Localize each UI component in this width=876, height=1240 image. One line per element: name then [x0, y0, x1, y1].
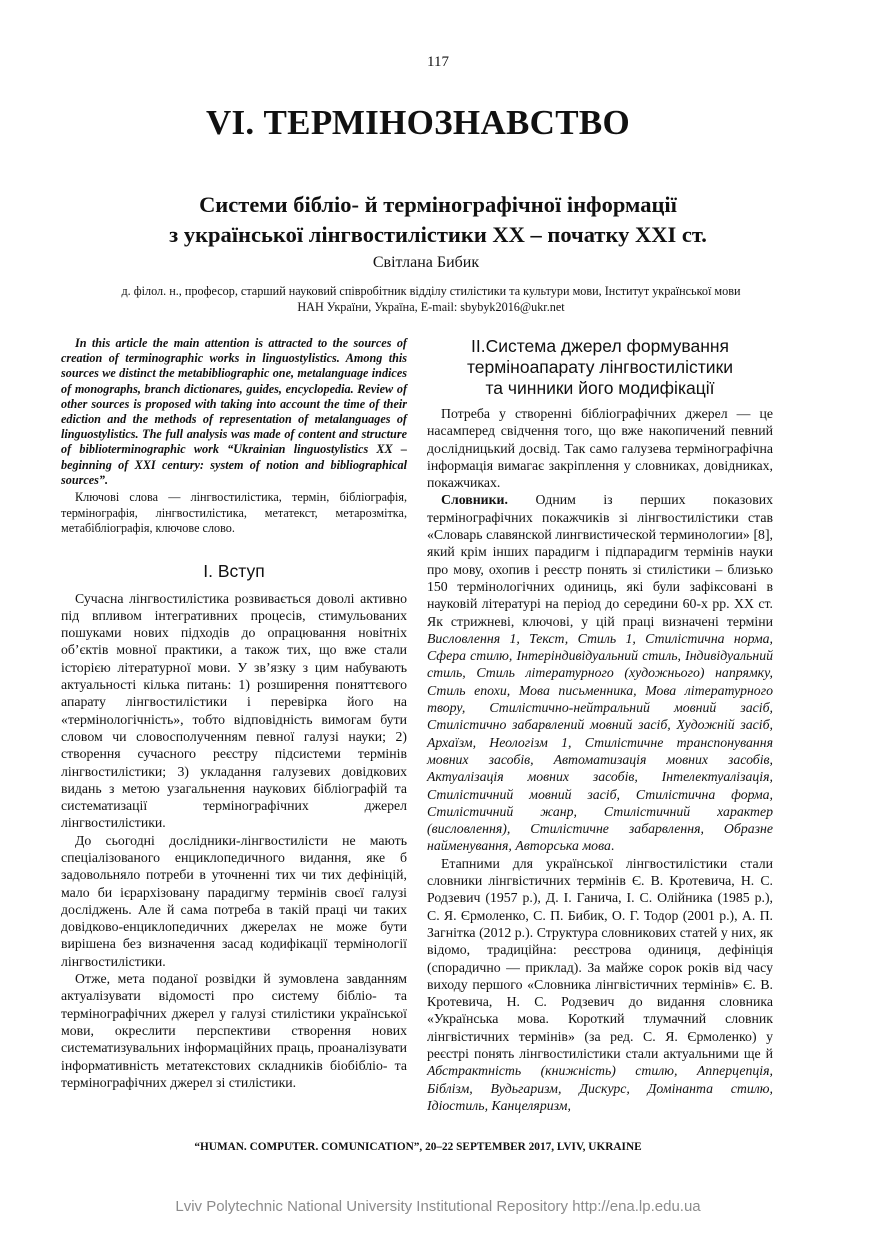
stages-text: Етапними для української лінгвостилістики стали словники лінгвістичних термінів Є. В. Кротевича, Н. С. Родзевич (1957 р.), Д. І. Ганича, І. С. Олійника (1985 р.), С. Я. Єрмоленко, С. П. Бибик, О. Г. Тодор (2001 р.), А. П. Загнітка (2012 р.). Структура словникових статей у них, як відомо, традиційна: реєстрова одиниця, дефініція (спорадично — приклад). За майже сорок років від часу виходу першого «Словника лінгвістичних термінів» Є. В. Кротевича, Н. С. Родзевич до видання словника «Українська мова. Короткий тлумачний словник лінгвістичних термінів» (за ред. С. Я. Єрмоленко) у реєстрі понять лінгвостилістики стали актуальними ще й: [427, 855, 773, 1061]
section-2-heading-line3: та чинники його модифікації: [485, 378, 715, 398]
dictionaries-text: Одним із перших показових термінографічних покажчиків зі лінгвостилістики став «Словарь славянской лингвистической терминологии» [8], який крім інших парадигм і підпарадигм термінів науки про мову, охопив і реєстр понять зі стилістики – близько 150 термінологічних одиниць, які були зафіксовані в науковій літературі на період до середини 60-х рр. ХХ ст. Як стрижневі, ключові, у цій праці визначені терміни: [427, 492, 773, 629]
dictionaries-terms: Висловлення 1, Текст, Стиль 1, Стилістична норма, Сфера стилю, Інтеріндивідуальний стиль, Індивідуальний стиль, Стиль літературного (художнього) напрямку, Стиль епохи, Мова письменника, Мова літературного твору, Стилістично-нейтральний мовний засіб, Стилістично забарвлений мовний засіб, Художній засіб, Архаїзм, Неологізм 1, Стилістичне транспонування мовних засобів, Автоматизація мовних засобів, Актуалізація мовних засобів, Інтелектуалізація, Стилістичний мовний засіб, Стилістична форма, Стилістичний жанр, Стилістичний характер (висловлення), Стилістичне забарвлення, Образне найменування, Авторська мова: [427, 630, 773, 854]
section-2-paragraph-1: Потреба у створенні бібліографічних джерел — це насамперед свідчення того, що вже накопичений певний дослідницький досвід. Так само галузева термінографічна інформація вимагає закріплення у словниках, довідниках, покажчиках.: [427, 406, 773, 491]
stages-terms: Абстрактність (книжність) стилю, Апперцепція, Біблізм, Вудьгаризм, Дискурс, Домінанта стилю, Ідіостиль, Канцеляризм,: [427, 1063, 773, 1113]
abstract: In this article the main attention is attracted to the sources of creation of terminographic works in linguostylistics. Among this sources we distinct the metabibliographic one, metalanguage indices of monographs, branch dictionares, guides, encyclopedia. Review of other sources is proposed with taking into account the time of their ediction and the methods of representation of metalanguages of linguostylistics. The full analysis was made of content and structure of biblioterminographic work “Ukrainian linguostylistics XX – beginning of XXI century: system of notion and bibliographical sources”.: [61, 336, 407, 487]
author-name: Світлана Бибик: [372, 254, 480, 271]
section-2-paragraph-2: [427, 491, 773, 854]
intro-paragraph-1: Сучасна лінгвостилістика розвивається доволі активно під впливом інтегративних процесів, стимульованих пошуками нових підходів до опрацювання новітніх об’єктів мовної практики, а також тих, що вже стали історією літературної мови. У зв’язку з цим набувають актуальності кілька питань: 1) розширення поняттєвого апарату лінгвостилістики і перевірка його на «термінологічність», тобто відповідність вимогам бути словом чи словосполученням певної галузі науки; 2) створення сучасного реєстру підсистеми термінів лінгвостилістики; 3) укладання галузевих довідкових видань з метою узагальнення наукових бібліографій та систематизації термінографічних джерел лінгвостилістики.: [61, 590, 407, 831]
intro-heading: I. Вступ: [203, 560, 265, 581]
keywords: Ключові слова — лінгвостилістика, термін, бібліографія, термінографія, лінгвостилістика, метатекст, метарозмітка, метабібліографія, ключове слово.: [61, 490, 407, 536]
section-2-heading: [427, 336, 773, 399]
affiliation-line2: НАН України, Україна, E-mail: sbybyk2016@ukr.net: [297, 300, 565, 314]
article-title: [60, 190, 816, 250]
section-2-paragraph-3: [427, 855, 773, 1114]
section-2-heading-line2: терміноапарату лінгвостилістики: [466, 357, 734, 377]
intro-paragraph-3: Отже, мета поданої розвідки й зумовлена завданням актуалізувати відомості про систему бібліо- та термінографічних джерел у галузі стилістики української мови, окреслити перспективи створення нових систематизувальних інформаційних праць, проаналізувати інформативність метатекстових складників біобібліо- та термінографічних джерел зі стилістики.: [61, 971, 407, 1090]
right-column: [427, 336, 773, 1114]
affiliation-line1: д. філол. н., професор, старший науковий співробітник відділу стилістики та культури мови, Інститут української мови: [121, 284, 741, 298]
repository-watermark: Lviv Polytechnic National University Institutional Repository http://ena.lp.edu.ua: [175, 1198, 701, 1215]
conference-footer: “HUMAN. COMPUTER. COMUNICATION”, 20–22 SEPTEMBER 2017, LVIV, UKRAINE: [194, 1141, 642, 1153]
dictionaries-lead: Словники.: [441, 492, 508, 508]
page-number: 117: [427, 54, 449, 70]
intro-paragraph-2: До сьогодні дослідники-лінгвостилісти не мають спеціалізованого енциклопедичного видання, яке б задовольняло потреби в уточненні тих чи тих дефініцій, мало би ієрархізовану парадигму термінів своєї галузі досліджень. Але й сама потреба в такій праці чи таких довідково-енциклопедичних джерелах не може бути вирішена без визначення засад кодифікації термінології лінгвостилістики.: [61, 832, 407, 969]
left-column: [61, 336, 407, 1091]
article-title-line1: Системи бібліо- й термінографічної інформації: [199, 192, 677, 217]
article-title-line2: з української лінгвостилістики ХХ – початку ХХІ ст.: [169, 222, 707, 247]
author-affiliation: [70, 283, 792, 315]
section-2-heading-line1: II.Система джерел формування: [470, 336, 729, 356]
dictionaries-end: .: [610, 838, 615, 854]
section-title: VI. ТЕРМІНОЗНАВСТВО: [205, 103, 631, 142]
